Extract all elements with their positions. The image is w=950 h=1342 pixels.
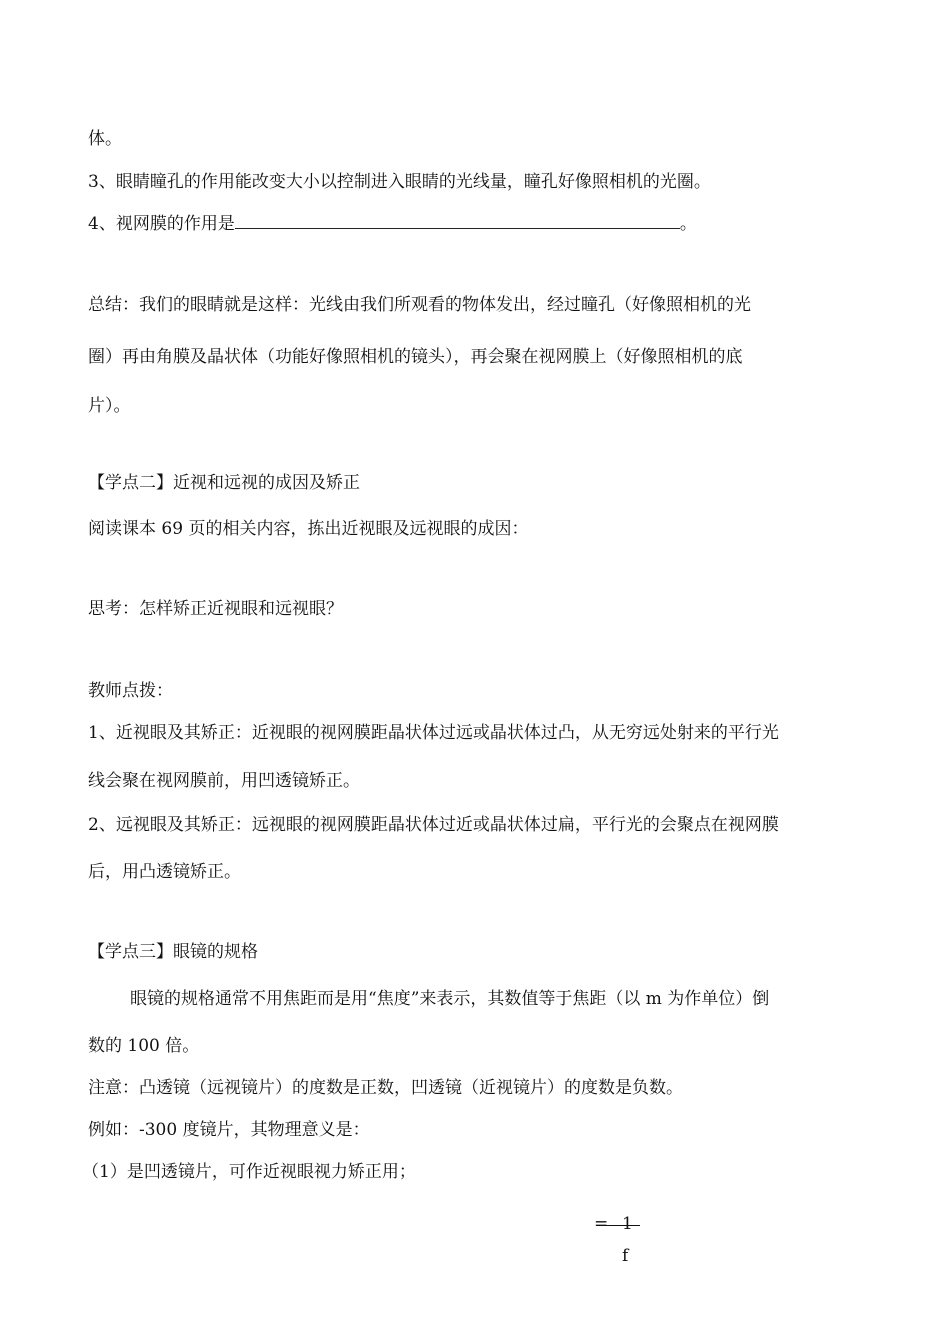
text-line: 思考：怎样矫正近视眼和远视眼？ xyxy=(88,599,343,619)
formula-fraction xyxy=(594,1212,654,1272)
text-line: 注意：凸透镜（远视镜片）的度数是正数，凹透镜（近视镜片）的度数是负数。 xyxy=(88,1078,683,1098)
text-line: （1）是凹透镜片，可作近视眼视力矫正用； xyxy=(82,1162,416,1182)
text-line: 3、眼睛瞳孔的作用能改变大小以控制进入眼睛的光线量，瞳孔好像照相机的光圈。 xyxy=(88,172,711,192)
fraction-numerator: 1 xyxy=(622,1214,633,1234)
text-line: 例如：-300 度镜片，其物理意义是： xyxy=(88,1120,370,1140)
text-line: 总结：我们的眼睛就是这样：光线由我们所观看的物体发出，经过瞳孔（好像照相机的光 xyxy=(88,295,751,315)
text-line: 后，用凸透镜矫正。 xyxy=(88,862,241,882)
text-line: 片）。 xyxy=(88,396,131,416)
text-line-with-blank xyxy=(88,212,697,236)
text-fragment: 。 xyxy=(679,214,697,234)
text-line: 数的 100 倍。 xyxy=(88,1036,200,1056)
fraction-denominator: f xyxy=(622,1246,629,1266)
text-line: 2、远视眼及其矫正：远视眼的视网膜距晶状体过近或晶状体过扁，平行光的会聚点在视网膜 xyxy=(88,815,779,835)
equals-sign: = xyxy=(594,1214,609,1234)
text-line: 圈）再由角膜及晶状体（功能好像照相机的镜头），再会聚在视网膜上（好像照相机的底 xyxy=(88,347,743,367)
text-line: 体。 xyxy=(88,129,122,149)
section-heading: 【学点二】近视和远视的成因及矫正 xyxy=(88,473,360,493)
text-line: 1、近视眼及其矫正：近视眼的视网膜距晶状体过远或晶状体过凸，从无穷远处射来的平行光 xyxy=(88,723,779,743)
text-line: 线会聚在视网膜前，用凹透镜矫正。 xyxy=(88,771,360,791)
text-line: 教师点拨： xyxy=(88,681,173,701)
text-line: 阅读课本 69 页的相关内容，拣出近视眼及远视眼的成因： xyxy=(88,519,529,539)
fraction-bar xyxy=(606,1225,640,1226)
section-heading: 【学点三】眼镜的规格 xyxy=(88,942,258,962)
fill-in-blank xyxy=(235,212,680,229)
text-fragment: 4、视网膜的作用是 xyxy=(88,214,235,234)
text-line: 眼镜的规格通常不用焦距而是用“焦度”来表示，其数值等于焦距（以 m 为作单位）倒 xyxy=(130,989,770,1009)
